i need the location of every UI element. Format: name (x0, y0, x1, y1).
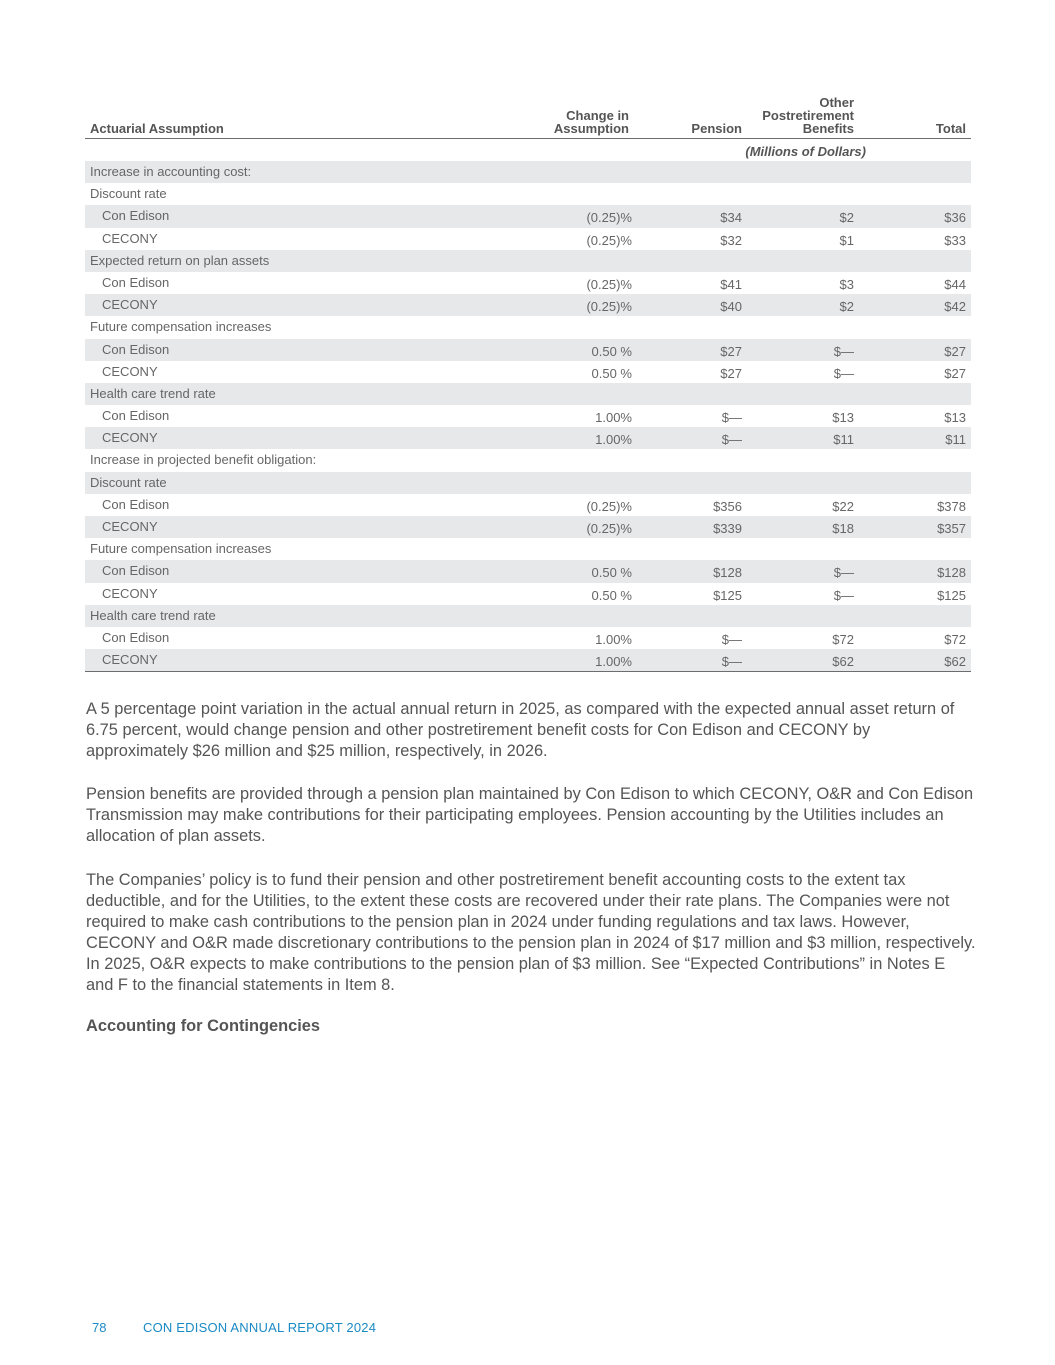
header-total: Total (935, 121, 966, 136)
table-row (85, 516, 971, 538)
header-pension: Pension (691, 121, 742, 136)
cell-change: 0.50 % (591, 565, 632, 581)
cell-other: $— (833, 565, 854, 581)
cell-change: 1.00% (595, 432, 632, 448)
cell-change: (0.25)% (586, 210, 632, 226)
cell-pension: $— (721, 631, 742, 647)
paragraph-return-variation: A 5 percentage point variation in the actual annual return in 2025, as compared with the expected annual asset return of 6.75 percent, would change pension and other postretirement benefit costs for Con Edison and CECONY by approximately $26 million and $25 million, respectively, in 2026. (86, 700, 955, 760)
cell-change: (0.25)% (586, 276, 632, 292)
paragraph-pension-benefits: Pension benefits are provided through a pension plan maintained by Con Edison to which CECONY, O&R and Con Edison Transmission may make contributions for their participating employees. Pension accounting by the Utilities includes an allocation of plan assets. (86, 785, 974, 845)
row-label: Discount rate (90, 474, 167, 490)
row-label: Future compensation increases (90, 541, 272, 557)
cell-total: $27 (944, 365, 966, 381)
table-bottom-rule (85, 671, 971, 672)
footer-page-number: 78 (92, 1320, 107, 1335)
cell-pension: $125 (713, 587, 742, 603)
table-body (85, 161, 971, 671)
cell-change: 1.00% (595, 410, 632, 426)
row-label: Discount rate (90, 186, 167, 202)
row-label: CECONY (102, 652, 158, 668)
table-row (85, 205, 971, 227)
table-section-row (85, 538, 971, 560)
cell-pension: $40 (720, 299, 742, 315)
cell-pension: $32 (720, 232, 742, 248)
row-label: Con Edison (102, 408, 170, 424)
cell-pension: $128 (713, 565, 742, 581)
table-section-row (85, 449, 971, 471)
cell-other: $62 (832, 654, 854, 670)
header-other-line3: Benefits (802, 121, 854, 136)
row-label: CECONY (102, 585, 158, 601)
cell-other: $1 (839, 232, 854, 248)
row-label: Expected return on plan assets (90, 252, 270, 268)
table-row (85, 361, 971, 383)
header-other-line1: Other (819, 95, 854, 110)
row-label: Con Edison (102, 629, 170, 645)
paragraph-funding-policy: The Companies’ policy is to fund their pension and other postretirement benefit accounting costs to the extent tax deductible, and for the Utilities, to the extent these costs are recovered under their rate plans. The Companies were not required to make cash contributions to the pension plan in 2024 under funding regulations and tax laws. However, CECONY and O&R made discretionary contributions to the pension plan in 2024 of $17 million and $3 million, respectively. In 2025, O&R expects to make contributions to the pension plan of $3 million. See “Expected Contributions” in Notes E and F to the financial statements in Item 8. (86, 871, 976, 994)
table-section-row (85, 472, 971, 494)
table-section-row (85, 605, 971, 627)
row-label: Con Edison (102, 496, 170, 512)
cell-total: $42 (944, 299, 966, 315)
cell-total: $357 (937, 521, 966, 536)
row-label: Health care trend rate (90, 385, 216, 401)
row-label: CECONY (102, 363, 158, 379)
cell-total: $378 (937, 498, 966, 514)
actuarial-assumption-table (85, 86, 971, 672)
cell-total: $62 (944, 654, 966, 670)
units-label: (Millions of Dollars) (745, 144, 866, 159)
cell-change: (0.25)% (586, 521, 632, 536)
row-label: Health care trend rate (90, 607, 216, 623)
units-row (85, 139, 971, 161)
row-label: Con Edison (102, 274, 170, 290)
cell-other: $— (833, 587, 854, 603)
cell-pension: $27 (720, 343, 742, 359)
row-label: Con Edison (102, 341, 170, 357)
table-row (85, 627, 971, 649)
cell-total: $27 (944, 343, 966, 359)
cell-other: $— (833, 343, 854, 359)
table-row (85, 583, 971, 605)
cell-total: $128 (937, 565, 966, 581)
cell-other: $3 (839, 276, 854, 292)
table-row (85, 294, 971, 316)
cell-change: (0.25)% (586, 299, 632, 315)
cell-other: $— (833, 365, 854, 381)
table-row (85, 339, 971, 361)
cell-change: 1.00% (595, 631, 632, 647)
row-label: CECONY (102, 230, 158, 246)
table-row (85, 228, 971, 250)
cell-change: 0.50 % (591, 365, 632, 381)
cell-total: $125 (937, 587, 966, 603)
cell-change: 0.50 % (591, 343, 632, 359)
cell-total: $13 (944, 410, 966, 426)
cell-other: $18 (832, 521, 854, 536)
cell-pension: $— (721, 654, 742, 670)
row-label: CECONY (102, 297, 158, 313)
cell-pension: $27 (720, 365, 742, 381)
header-actuarial-assumption: Actuarial Assumption (90, 121, 224, 136)
cell-total: $11 (945, 432, 966, 448)
cell-change: (0.25)% (586, 498, 632, 514)
table-header (85, 86, 971, 139)
table-row (85, 405, 971, 427)
cell-pension: $339 (713, 521, 742, 536)
cell-total: $72 (944, 631, 966, 647)
table-row (85, 649, 971, 671)
table-section-row (85, 161, 971, 183)
cell-total: $36 (944, 210, 966, 226)
cell-other: $2 (839, 299, 854, 315)
header-other-postretirement-benefits (762, 96, 854, 135)
row-label: Increase in accounting cost: (90, 164, 252, 179)
cell-total: $44 (944, 276, 966, 292)
row-label: Con Edison (102, 563, 170, 579)
row-label: Future compensation increases (90, 319, 272, 335)
table-row (85, 272, 971, 294)
cell-other: $11 (833, 432, 854, 448)
table-section-row (85, 183, 971, 205)
cell-other: $72 (832, 631, 854, 647)
table-row (85, 560, 971, 582)
cell-other: $13 (832, 410, 854, 426)
table-row (85, 494, 971, 516)
cell-pension: $— (721, 432, 742, 448)
table-section-row (85, 250, 971, 272)
cell-total: $33 (944, 232, 966, 248)
footer-report-title: CON EDISON ANNUAL REPORT 2024 (143, 1320, 377, 1335)
cell-pension: $41 (720, 276, 742, 292)
header-change-line1: Change in (566, 108, 629, 123)
header-change-in-assumption (554, 109, 629, 135)
cell-pension: $— (721, 410, 742, 426)
cell-other: $2 (839, 210, 854, 226)
cell-pension: $34 (720, 210, 742, 226)
row-label: CECONY (102, 519, 158, 534)
row-label: Con Edison (102, 208, 170, 224)
row-label: CECONY (102, 430, 158, 446)
cell-change: 1.00% (595, 654, 632, 670)
table-section-row (85, 383, 971, 405)
table-row (85, 427, 971, 449)
header-change-line2: Assumption (553, 121, 629, 136)
row-label: Increase in projected benefit obligation: (90, 452, 317, 468)
cell-pension: $356 (713, 498, 742, 514)
section-heading: Accounting for Contingencies (86, 1017, 321, 1035)
cell-change: (0.25)% (586, 232, 632, 248)
cell-change: 0.50 % (591, 587, 632, 603)
header-other-line2: Postretirement (762, 108, 854, 123)
table-section-row (85, 316, 971, 338)
cell-other: $22 (832, 498, 854, 514)
